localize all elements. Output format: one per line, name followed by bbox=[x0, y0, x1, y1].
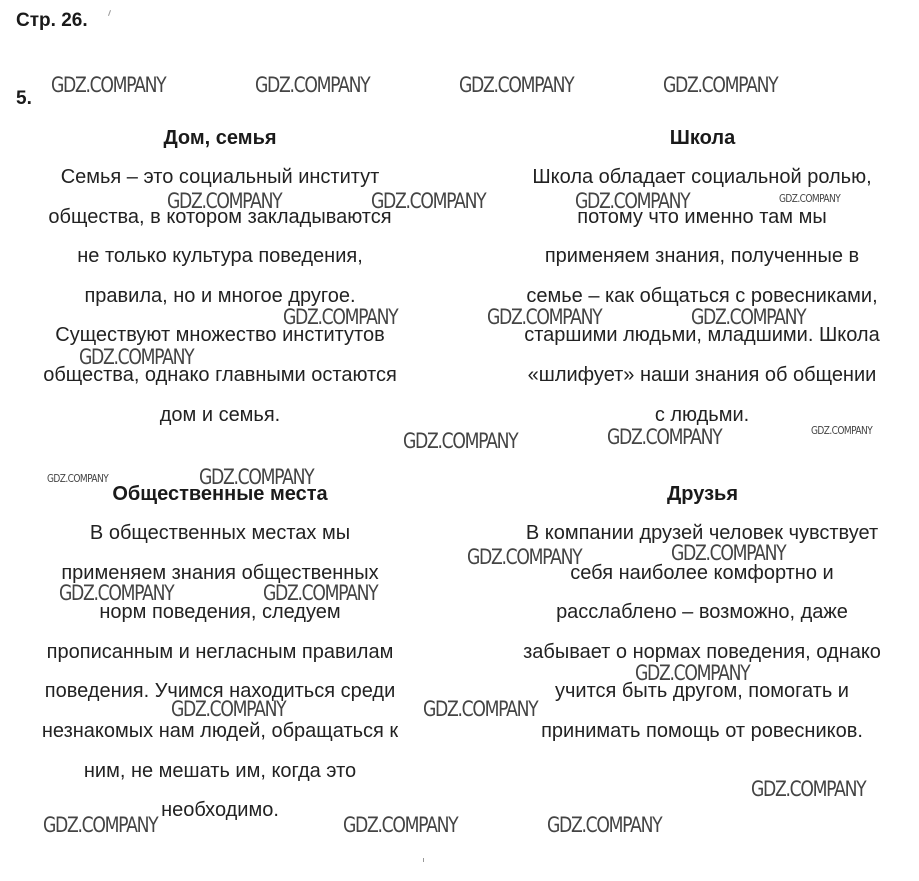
text-line: применяем знания общественных bbox=[61, 562, 379, 584]
text-line: Школа обладает социальной ролью, bbox=[532, 166, 872, 188]
text-line: Существуют множество институтов bbox=[55, 324, 385, 346]
watermark: GDZ.COMPANY bbox=[779, 192, 841, 205]
watermark: GDZ.COMPANY bbox=[691, 305, 806, 329]
section-title-friends: Друзья bbox=[667, 483, 738, 505]
text-line: учится быть другом, помогать и bbox=[555, 680, 849, 702]
text-line: ним, не мешать им, когда это bbox=[83, 760, 357, 782]
text-line: прописанным и негласным правилам bbox=[46, 641, 394, 663]
text-line: В компании друзей человек чувствует bbox=[525, 522, 879, 544]
watermark: GDZ.COMPANY bbox=[199, 465, 314, 489]
watermark: GDZ.COMPANY bbox=[47, 472, 109, 485]
watermark: GDZ.COMPANY bbox=[403, 429, 518, 453]
text-line: себя наиболее комфортно и bbox=[570, 562, 834, 584]
watermark: GDZ.COMPANY bbox=[671, 541, 786, 565]
text-line: дом и семья. bbox=[159, 404, 281, 426]
watermark: GDZ.COMPANY bbox=[171, 697, 286, 721]
page-header: Стр. 26. bbox=[16, 10, 88, 31]
text-line: общества, однако главными остаются bbox=[43, 364, 397, 386]
watermark: GDZ.COMPANY bbox=[167, 189, 282, 213]
text-line: принимать помощь от ровесников. bbox=[541, 720, 863, 742]
text-line: Семья – это социальный институт bbox=[60, 166, 380, 188]
section-title-school: Школа bbox=[669, 127, 736, 149]
watermark: GDZ.COMPANY bbox=[635, 661, 750, 685]
watermark: GDZ.COMPANY bbox=[459, 73, 574, 97]
text-line: необходимо. bbox=[161, 799, 279, 821]
text-line: поведения. Учимся находиться среди bbox=[44, 680, 396, 702]
text-line: потому что именно там мы bbox=[577, 206, 827, 228]
watermark: GDZ.COMPANY bbox=[79, 345, 194, 369]
watermark: GDZ.COMPANY bbox=[487, 305, 602, 329]
watermark: GDZ.COMPANY bbox=[343, 813, 458, 837]
watermark: GDZ.COMPANY bbox=[811, 424, 873, 437]
watermark: GDZ.COMPANY bbox=[423, 697, 538, 721]
section-title-public: Общественные места bbox=[112, 483, 328, 505]
section-title-home: Дом, семья bbox=[163, 127, 277, 149]
text-line: семье – как общаться с ровесниками, bbox=[526, 285, 878, 307]
text-line: применяем знания, полученные в bbox=[544, 245, 860, 267]
watermark: GDZ.COMPANY bbox=[255, 73, 370, 97]
text-line: не только культура поведения, bbox=[77, 245, 363, 267]
watermark: GDZ.COMPANY bbox=[43, 813, 158, 837]
watermark: GDZ.COMPANY bbox=[59, 581, 174, 605]
text-line: норм поведения, следуем bbox=[99, 601, 341, 623]
text-line: забывает о нормах поведения, однако bbox=[523, 641, 881, 663]
watermark: GDZ.COMPANY bbox=[575, 189, 690, 213]
text-line: старшими людьми, младшими. Школа bbox=[524, 324, 880, 346]
text-line: с людьми. bbox=[654, 404, 750, 426]
task-number: 5. bbox=[16, 88, 32, 109]
watermark: GDZ.COMPANY bbox=[371, 189, 486, 213]
watermark: GDZ.COMPANY bbox=[751, 777, 866, 801]
text-line: расслаблено – возможно, даже bbox=[556, 601, 848, 623]
section-body-public bbox=[10, 522, 430, 842]
text-line: общества, в котором закладываются bbox=[48, 206, 392, 228]
watermark: GDZ.COMPANY bbox=[663, 73, 778, 97]
text-line: В общественных местах мы bbox=[89, 522, 351, 544]
text-line: незнакомых нам людей, обращаться к bbox=[41, 720, 399, 742]
watermark: GDZ.COMPANY bbox=[283, 305, 398, 329]
text-line: «шлифует» наши знания об общении bbox=[527, 364, 877, 386]
stray-mark bbox=[423, 858, 424, 862]
watermark: GDZ.COMPANY bbox=[263, 581, 378, 605]
watermark: GDZ.COMPANY bbox=[51, 73, 166, 97]
stray-mark bbox=[108, 10, 111, 16]
watermark: GDZ.COMPANY bbox=[607, 425, 722, 449]
watermark: GDZ.COMPANY bbox=[467, 545, 582, 569]
text-line: правила, но и многое другое. bbox=[84, 285, 356, 307]
watermark: GDZ.COMPANY bbox=[547, 813, 662, 837]
